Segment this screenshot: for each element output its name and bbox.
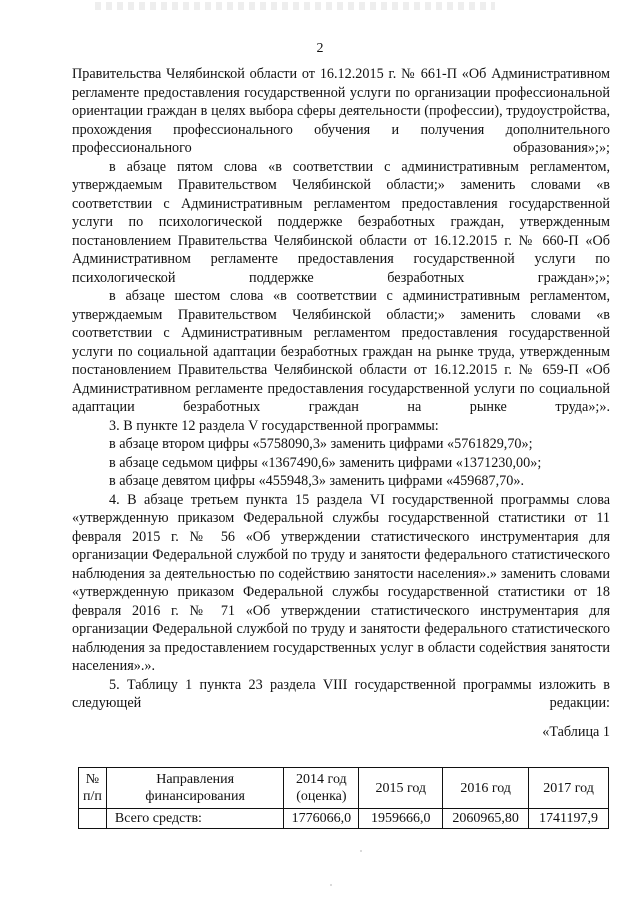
scan-speck [330, 884, 332, 886]
header-2014: 2014 год (оценка) [284, 768, 359, 809]
paragraph-7: 4. В абзаце третьем пункта 15 раздела VI государственной программы слова «утвержденную приказом Федеральной службы государственной статистики от 11 февраля 2015 г. № 56 «Об утверждении статистического инструментария для организации Федеральной службой по труду и занятости федерального статистического наблюдения за деятельностью по содействию занятости населения».» заменить словами «утвержденную приказом Федеральной службы государственной статистики от 18 февраля 2016 г. № 71 «Об утверждении статистического инструментария для организации Федеральной службой по труду и занятости федерального статистического наблюдения за предоставлением государственных услуг в области содействия занятости населения».». [72, 491, 610, 674]
paragraph-0: Правительства Челябинской области от 16.12.2015 г. № 661-П «Об Административном регламенте предоставления государственной услуги по организации профессиональной ориентации граждан в целях выбора сферы деятельности (профессии), трудоустройства, прохождения профессионального обучения и получения дополнительного профессионального образования»;»; [72, 66, 610, 156]
header-2015: 2015 год [359, 768, 443, 809]
table-caption: «Таблица 1 [542, 723, 610, 740]
header-2016: 2016 год [443, 768, 529, 809]
cell-direction: Всего средств: [106, 809, 283, 829]
paragraph-8: 5. Таблицу 1 пункта 23 раздела VIII государственной программы изложить в следующей редакции: [72, 676, 610, 711]
cell-2014: 1776066,0 [284, 809, 359, 829]
financing-table [78, 767, 609, 829]
scan-speck [360, 850, 362, 852]
cell-2017: 1741197,9 [529, 809, 609, 829]
header-2017: 2017 год [529, 768, 609, 809]
table-row [79, 809, 609, 829]
page-number: 2 [316, 41, 324, 56]
paragraph-4: в абзаце втором цифры «5758090,3» заменить цифрами «5761829,70»; [109, 436, 533, 452]
paragraph-5: в абзаце седьмом цифры «1367490,6» заменить цифрами «1371230,00»; [109, 454, 542, 471]
header-direction: Направления финансирования [106, 768, 283, 809]
table-header-row [79, 768, 609, 809]
document-body [72, 65, 610, 741]
header-number: № п/п [79, 768, 107, 809]
paragraph-2: в абзаце шестом слова «в соответствии с административным регламентом, утверждаемым Правительством Челябинской области;» заменить словами «в соответствии с Административным регламентом предоставления государственной услуги по социальной адаптации безработных граждан на рынке труда, утвержденным постановлением Правительства Челябинской области от 16.12.2015 г. № 659-П «Об Административном регламенте предоставления государственной услуги по социальной адаптации безработных граждан на рынке труда»;». [72, 288, 610, 415]
paragraph-1: в абзаце пятом слова «в соответствии с административным регламентом, утверждаемым Правительством Челябинской области;» заменить словами «в соответствии с Административным регламентом предоставления государственной услуги по психологической поддержке безработных граждан, утвержденным постановлением Правительства Челябинской области от 16.12.2015 г. № 660-П «Об Административном регламенте предоставления государственной услуги по психологической поддержке безработных граждан»;»; [72, 158, 610, 286]
paragraph-6: в абзаце девятом цифры «455948,3» заменить цифрами «459687,70». [109, 473, 524, 489]
scan-artifact [95, 2, 495, 10]
paragraph-3: 3. В пункте 12 раздела V государственной программы: [109, 417, 439, 434]
cell-number [79, 809, 107, 829]
cell-2015: 1959666,0 [359, 809, 443, 829]
cell-2016: 2060965,80 [443, 809, 529, 829]
